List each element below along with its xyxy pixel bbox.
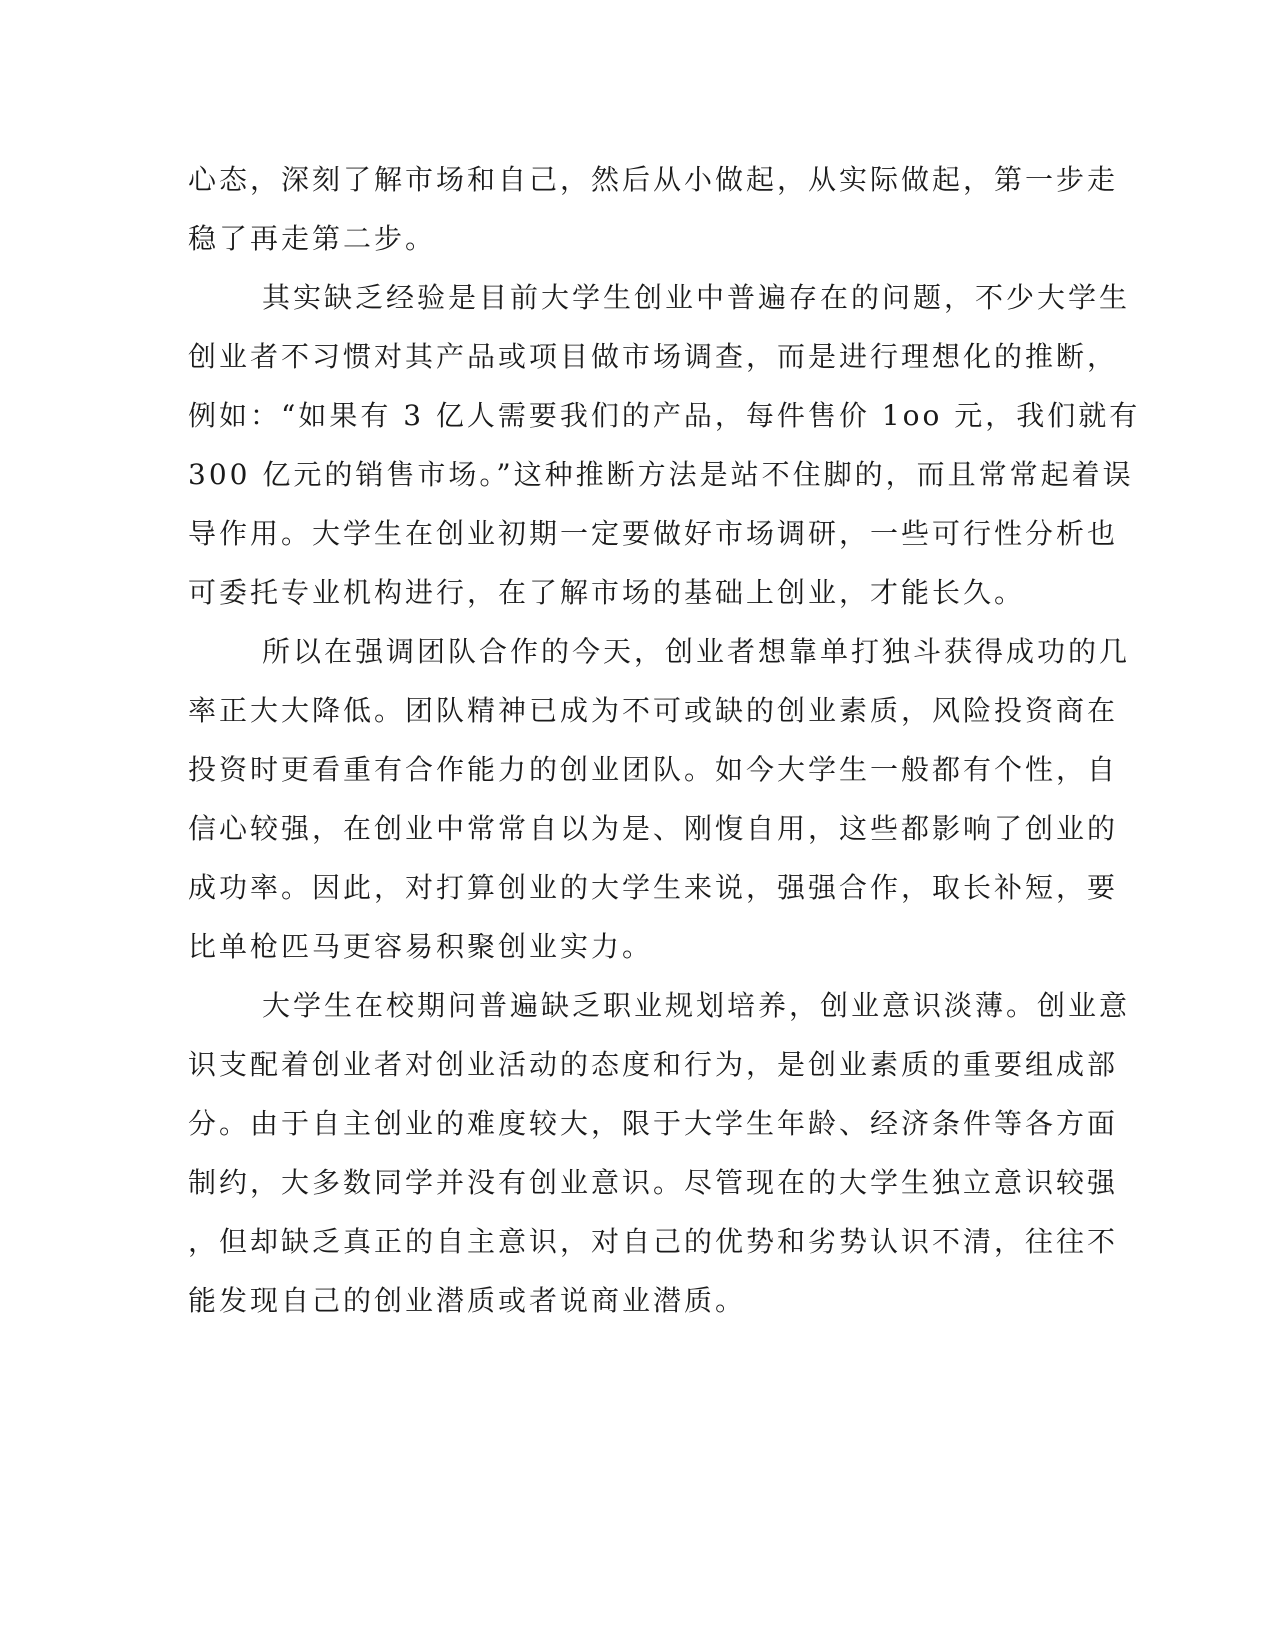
paragraph-line: 大学生在校期问普遍缺乏职业规划培养，创业意识淡薄。创业意 <box>262 989 1131 1022</box>
paragraph-line: 稳了再走第二步。 <box>188 222 437 255</box>
paragraph-line: 所以在强调团队合作的今天，创业者想靠单打独斗获得成功的几 <box>262 635 1131 668</box>
paragraph-line: 心态，深刻了解市场和自己，然后从小做起，从实际做起，第一步走 <box>188 163 1119 196</box>
paragraph-line: 投资时更看重有合作能力的创业团队。如今大学生一般都有个性，自 <box>188 753 1119 786</box>
paragraph-line: 例如：“如果有 3 亿人需要我们的产品，每件售价 1oo 元，我们就有 <box>188 399 1141 432</box>
paragraph-line: 成功率。因此，对打算创业的大学生来说，强强合作，取长补短，要 <box>188 871 1119 904</box>
paragraph-line: 比单枪匹马更容易积聚创业实力。 <box>188 930 654 963</box>
paragraph-line: 分。由于自主创业的难度较大，限于大学生年龄、经济条件等各方面 <box>188 1107 1119 1140</box>
paragraph-line: 制约，大多数同学并没有创业意识。尽管现在的大学生独立意识较强 <box>188 1166 1119 1199</box>
paragraph-line: 信心较强，在创业中常常自以为是、刚愎自用，这些都影响了创业的 <box>188 812 1119 845</box>
paragraph-line: 率正大大降低。团队精神已成为不可或缺的创业素质，风险投资商在 <box>188 694 1119 727</box>
paragraph-line: 导作用。大学生在创业初期一定要做好市场调研，一些可行性分析也 <box>188 517 1119 550</box>
paragraph-line: 300 亿元的销售市场。”这种推断方法是站不住脚的，而且常常起着误 <box>188 458 1134 491</box>
paragraph-line: 能发现自己的创业潜质或者说商业潜质。 <box>188 1284 747 1317</box>
paragraph-line: 可委托专业机构进行，在了解市场的基础上创业，才能长久。 <box>188 576 1026 609</box>
paragraph-line: 识支配着创业者对创业活动的态度和行为，是创业素质的重要组成部 <box>188 1048 1119 1081</box>
paragraph-line: 创业者不习惯对其产品或项目做市场调查，而是进行理想化的推断， <box>188 340 1119 373</box>
paragraph-line: ，但却缺乏真正的自主意识，对自己的优势和劣势认识不清，往往不 <box>188 1225 1119 1258</box>
paragraph-line: 其实缺乏经验是目前大学生创业中普遍存在的问题，不少大学生 <box>262 281 1131 314</box>
